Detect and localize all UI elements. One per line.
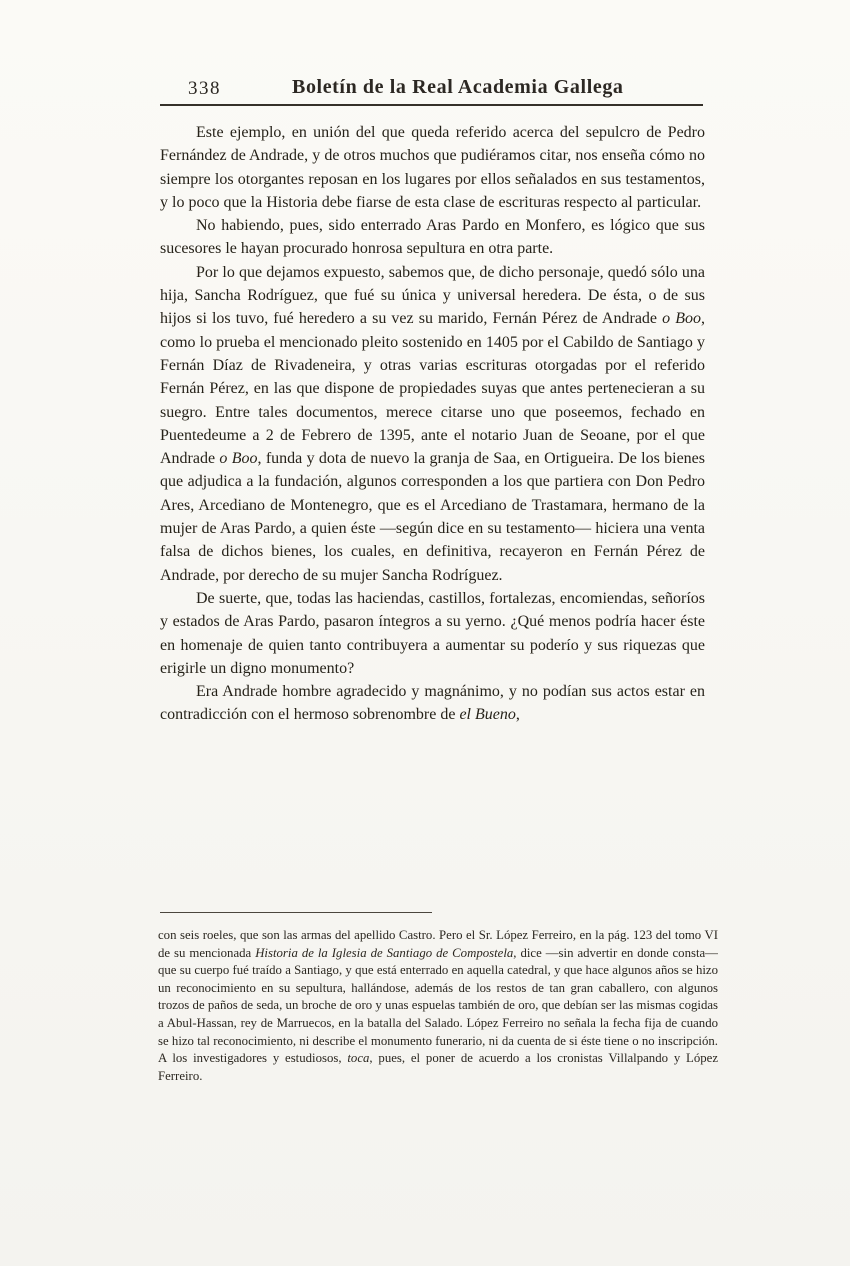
paragraph xyxy=(160,121,705,214)
italic-text-run: el Bueno xyxy=(459,706,516,724)
italic-text-run: Historia de la Iglesia de Santiago de Compostela xyxy=(255,945,514,960)
paragraph xyxy=(160,587,705,680)
text-run: De suerte, que, todas las haciendas, castillos, fortalezas, encomiendas, señoríos y estados de Aras Pardo, pasaron íntegros a su yerno. ¿Qué menos podría hacer éste en homenaje de quien tanto contribuyera a aumentar su poderío y sus riquezas que erigirle un digno monumento? xyxy=(160,589,705,677)
text-run: , funda y dota de nuevo la granja de Saa, en Ortigueira. De los bienes que adjudica a la fundación, algunos corresponden a los que partiera con Don Pedro Ares, Arcediano de Montenegro, que es el Arcediano de Trastamara, hermano de la mujer de Aras Pardo, a quien éste —según dice en su testamento— hiciera una venta falsa de dichos bienes, los cuales, en definitiva, recayeron en Fernán Pérez de Andrade, por derecho de su mujer Sancha Rodríguez. xyxy=(160,450,706,584)
page-number: 338 xyxy=(188,78,221,99)
italic-text-run: o Boo xyxy=(219,450,258,468)
text-run: Era Andrade hombre agradecido y magnánimo, y no podían sus actos estar en contradicción con el hermoso sobrenombre de xyxy=(160,683,705,724)
footnote-separator-rule xyxy=(160,912,432,913)
text-run: , pues, el poner de acuerdo a los cronistas Villalpando y López Ferreiro. xyxy=(158,1051,718,1083)
paragraph xyxy=(160,680,705,727)
text-run: con seis roeles, que son las armas del apellido Castro. Pero el Sr. López Ferreiro, en la pág. 123 del tomo VI de su mencionada xyxy=(158,928,718,960)
paragraph xyxy=(160,214,705,261)
text-run: Por lo que dejamos expuesto, sabemos que, de dicho personaje, quedó sólo una hija, Sancha Rodríguez, que fué su única y universal heredera. De ésta, o de sus hijos si los tuvo, fué heredero a su vez su marido, Fernán Pérez de Andrade xyxy=(160,263,705,328)
paragraph xyxy=(160,261,705,587)
italic-text-run: o Boo xyxy=(662,310,701,328)
text-run: , xyxy=(515,706,520,724)
text-run: No habiendo, pues, sido enterrado Aras Pardo en Monfero, es lógico que sus sucesores le hayan procurado honrosa sepultura en otra parte. xyxy=(160,217,705,258)
text-run: Este ejemplo, en unión del que queda referido acerca del sepulcro de Pedro Fernández de Andrade, y de otros muchos que pudiéramos citar, nos enseña cómo no siempre los otorgantes reposan en los lugares por ellos señalados en sus testamentos, y lo poco que la Historia debe fiarse de esta clase de escrituras respecto al particular. xyxy=(160,124,705,211)
text-run: , dice —sin advertir en donde consta— que su cuerpo fué traído a Santiago, y que está enterrado en aquella catedral, y que hace algunos años se hizo un reconocimiento en su sepultura, hallándose, además de los restos de tan gran caballero, con algunos trozos de paños de seda, un broche de oro y unas espuelas también de oro, que debían ser las mismas cogidas a Abul-Hassan, rey de Marruecos, en la batalla del Salado. López Ferreiro no señala la fecha fija de cuando se hizo tal reconocimiento, ni describe el monumento funerario, ni da cuenta de si éste tiene o no inscripción. A los investigadores y estudiosos, xyxy=(158,945,718,1066)
journal-title: Boletín de la Real Academia Gallega xyxy=(292,76,624,98)
footnote-text xyxy=(158,927,718,1085)
text-run: , como lo prueba el mencionado pleito sostenido en 1405 por el Cabildo de Santiago y Fernán Díaz de Rivadeneira, y otras varias escrituras otorgadas por el referido Fernán Pérez, en las que dispone de propiedades suyas que antes pertenecieran a su suegro. Entre tales documentos, merece citarse uno que poseemos, fechado en Puentedeume a 2 de Febrero de 1395, ante el notario Juan de Seoane, por el que Andrade xyxy=(160,310,705,468)
header-rule xyxy=(160,104,703,106)
italic-text-run: toca xyxy=(347,1051,370,1066)
body-text xyxy=(160,121,705,727)
